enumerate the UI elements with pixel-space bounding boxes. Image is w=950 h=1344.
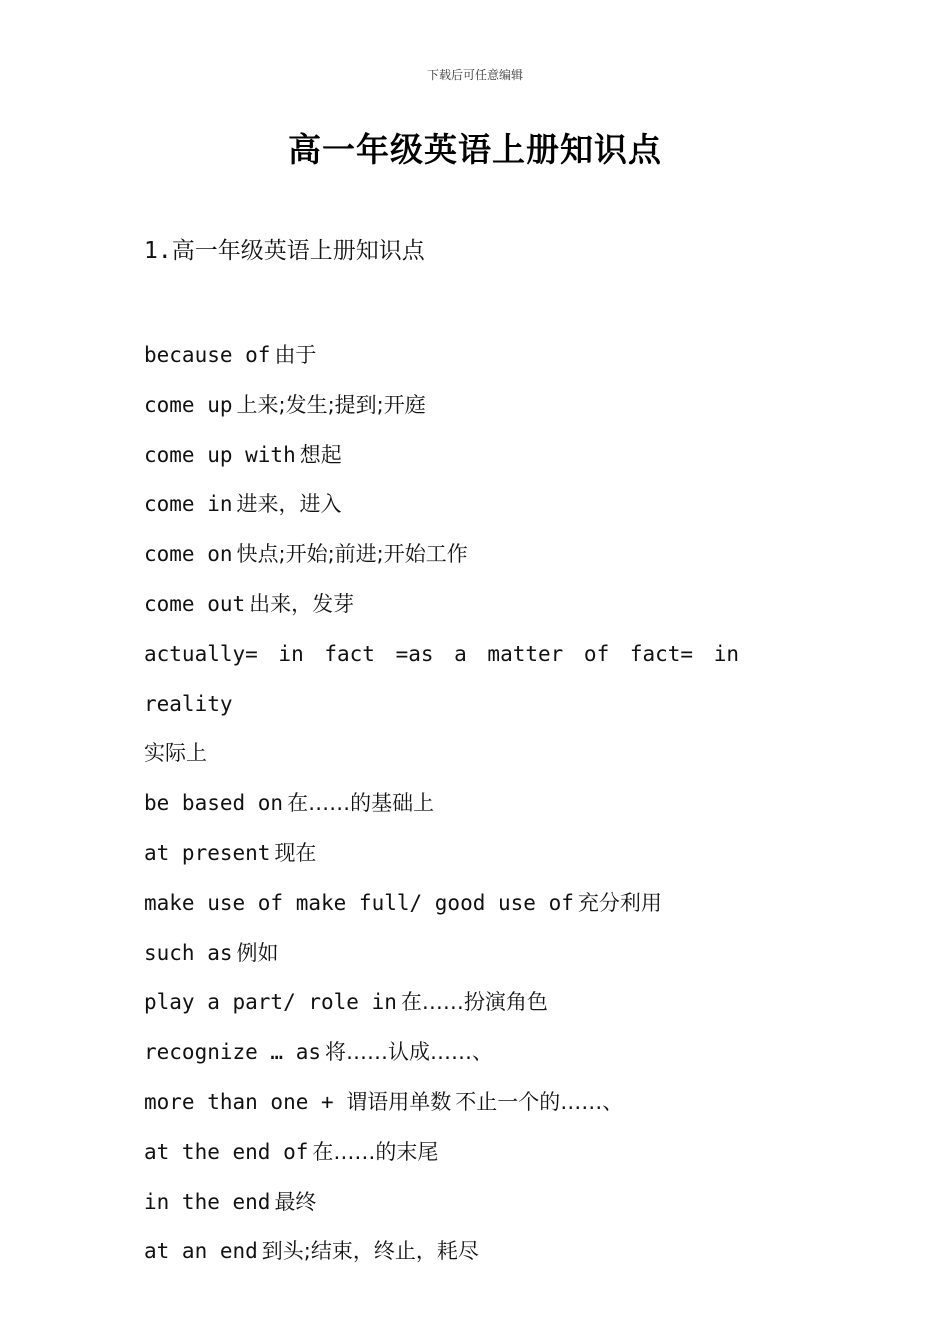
phrase-english: at the end of (144, 1139, 309, 1164)
section-heading: 1.高一年级英语上册知识点 (144, 238, 425, 264)
phrase-english: at present (144, 840, 271, 865)
list-item (144, 381, 824, 431)
phrase-meaning: 最终 (274, 1189, 317, 1214)
phrase-meaning: 到头;结束，终止，耗尽 (261, 1239, 479, 1264)
phrase-meaning: 将……认成……、 (325, 1040, 494, 1065)
phrase-meaning: 在……扮演角色 (400, 990, 548, 1015)
phrase-meaning: 在……的基础上 (287, 791, 435, 816)
phrase-english: be based on (144, 791, 284, 816)
phrase-english: come up with (144, 442, 296, 467)
page-header-note: 下载后可任意编辑 (426, 68, 523, 82)
phrase-english: at an end (144, 1239, 258, 1264)
phrase-meaning: 实际上 (144, 741, 207, 766)
list-item (144, 779, 824, 829)
list-item (144, 480, 824, 530)
phrase-english: come on (144, 542, 233, 567)
phrase-english: actually= in fact =as a matter of fact= in reality (144, 641, 760, 716)
phrase-english: in the end (144, 1189, 271, 1214)
list-item (144, 1078, 824, 1128)
phrase-english: more than one + 谓语用单数 (144, 1089, 452, 1114)
phrase-meaning: 上来;发生;提到;开庭 (236, 392, 426, 417)
document-title: 高一年级英语上册知识点 (288, 130, 662, 169)
list-item (144, 431, 824, 481)
vocabulary-list (144, 331, 824, 1277)
phrase-meaning: 充分利用 (577, 890, 662, 915)
list-item (144, 1128, 824, 1178)
list-item (144, 530, 824, 580)
list-item (144, 1227, 824, 1277)
phrase-meaning: 不止一个的……、 (455, 1089, 624, 1114)
list-item (144, 1028, 824, 1078)
phrase-english: because of (144, 343, 271, 367)
list-item (144, 1178, 824, 1228)
list-item (144, 929, 824, 979)
phrase-meaning: 出来，发芽 (249, 591, 355, 616)
phrase-meaning: 进来，进入 (236, 492, 342, 517)
phrase-meaning: 想起 (299, 442, 342, 467)
list-item (144, 331, 824, 381)
phrase-english: play a part/ role in (144, 990, 397, 1015)
phrase-meaning: 由于 (274, 343, 317, 367)
phrase-english: recognize … as (144, 1040, 322, 1065)
list-item (144, 580, 824, 630)
list-item (144, 829, 824, 879)
list-item (144, 630, 824, 779)
phrase-english: come up (144, 392, 233, 417)
phrase-meaning: 快点;开始;前进;开始工作 (236, 542, 468, 567)
phrase-meaning: 在……的末尾 (312, 1139, 439, 1164)
list-item (144, 978, 824, 1028)
list-item (144, 879, 824, 929)
phrase-english: come out (144, 591, 246, 616)
phrase-english: come in (144, 492, 233, 517)
phrase-meaning: 现在 (274, 840, 317, 865)
phrase-meaning: 例如 (236, 940, 279, 965)
phrase-english: make use of make full/ good use of (144, 890, 574, 915)
phrase-english: such as (144, 940, 233, 965)
